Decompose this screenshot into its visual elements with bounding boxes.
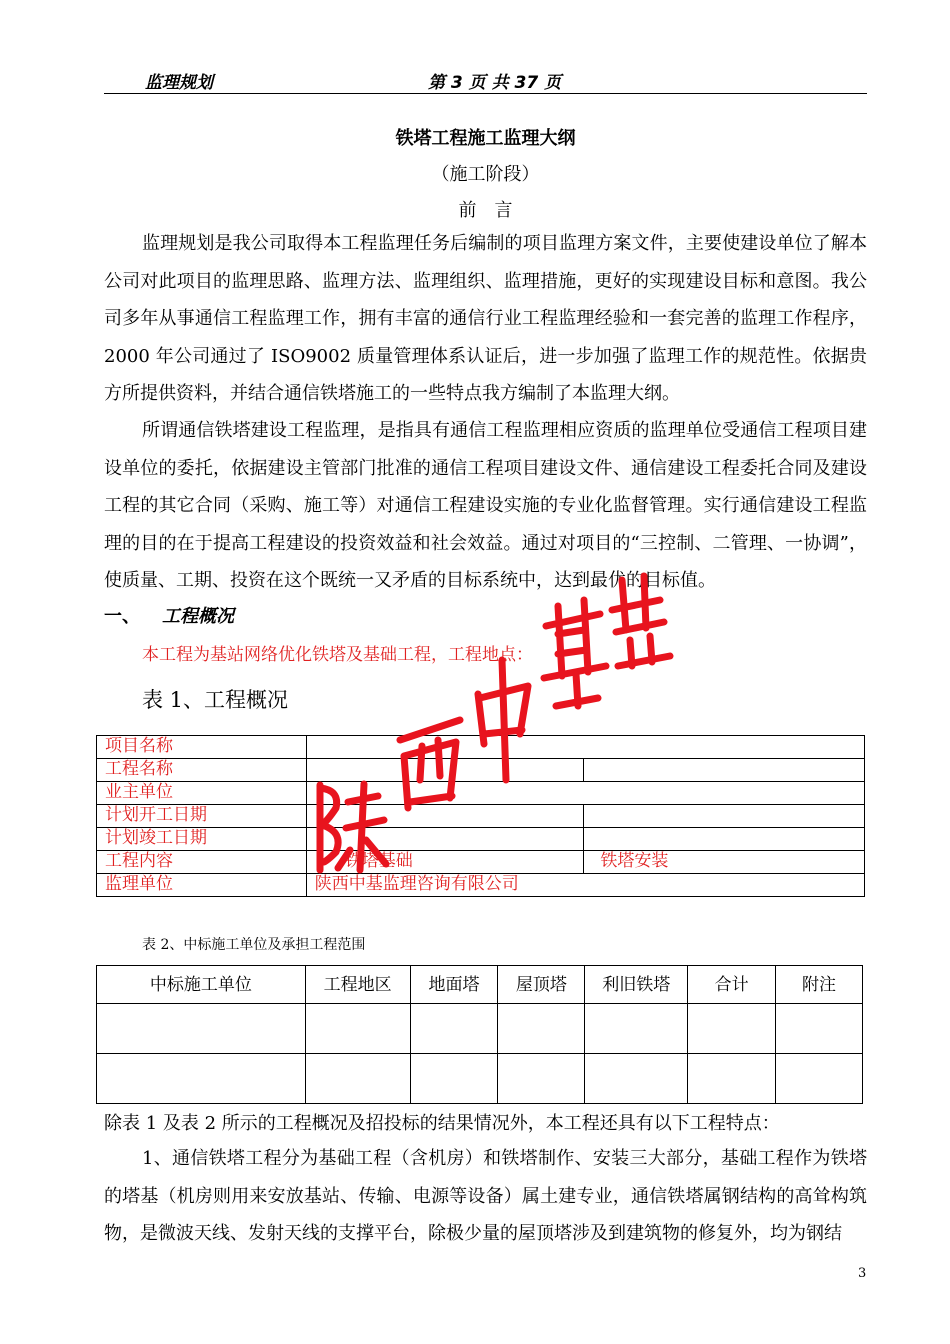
table-row	[97, 851, 865, 874]
section-title: 工程概况	[162, 606, 234, 627]
page-number: 3	[858, 1266, 867, 1281]
header-rule	[104, 93, 867, 94]
table-header: 地面塔	[410, 966, 498, 1004]
table-cell-label: 工程内容	[97, 851, 307, 874]
table-cell	[585, 1054, 688, 1104]
project-overview-table	[96, 735, 865, 897]
table-row	[97, 1004, 863, 1054]
table-cell	[410, 1054, 498, 1104]
table-cell	[776, 1054, 863, 1104]
table-cell	[688, 1004, 776, 1054]
table-header: 合计	[688, 966, 776, 1004]
table-cell	[585, 1004, 688, 1054]
paragraph-1: 监理规划是我公司取得本工程监理任务后编制的项目监理方案文件，主要使建设单位了解本公司对此项目的监理思路、监理方法、监理组织、监理措施，更好的实现建设目标和意图。我公司多年从事通信工程监理工作，拥有丰富的通信行业工程监理经验和一套完善的监理工作程序，2000 年公司通过了 ISO9002 质量管理体系认证后，进一步加强了监理工作的规范性。依据贵方所提供资料，并结合通信铁塔施工的一些特点我方编制了本监理大纲。	[104, 233, 867, 404]
table-cell	[584, 828, 865, 851]
table-row	[97, 1054, 863, 1104]
table-cell-value: 铁塔安装	[584, 851, 865, 874]
table-cell	[305, 1004, 410, 1054]
table-header: 附注	[776, 966, 863, 1004]
after-table-text: 除表 1 及表 2 所示的工程概况及招投标的结果情况外，本工程还具有以下工程特点：	[104, 1113, 780, 1134]
table-cell	[584, 759, 865, 782]
header-page-indicator: 第 3 页 共 37 页	[428, 73, 562, 93]
table-row	[97, 805, 865, 828]
project-overview-line: 本工程为基站网络优化铁塔及基础工程，工程地点：	[142, 645, 533, 665]
table-cell	[498, 1054, 585, 1104]
table-cell	[306, 736, 864, 759]
table-row	[97, 874, 865, 897]
table-header-row	[97, 966, 863, 1004]
table-cell-label: 计划竣工日期	[97, 828, 307, 851]
document-subtitle: （施工阶段）	[431, 164, 540, 185]
feature-paragraph-1: 1、通信铁塔工程分为基础工程（含机房）和铁塔制作、安装三大部分，基础工程作为铁塔的塔基（机房则用来安放基站、传输、电源等设备）属土建专业，通信铁塔属钢结构的高耸构筑物，是微波天线、发射天线的支撑平台，除极少量的屋顶塔涉及到建筑物的修复外，均为钢结	[104, 1148, 867, 1244]
table-row	[97, 782, 865, 805]
table-row	[97, 759, 865, 782]
table-header: 中标施工单位	[97, 966, 306, 1004]
preface-heading: 前 言	[458, 200, 513, 221]
table-cell	[306, 782, 864, 805]
table1-caption: 表 1、工程概况	[142, 688, 289, 712]
table-cell	[97, 1054, 306, 1104]
table-cell	[305, 1054, 410, 1104]
table-cell-value: 铁塔基础	[306, 851, 584, 874]
table-header: 工程地区	[305, 966, 410, 1004]
paragraph-2: 所谓通信铁塔建设工程监理，是指具有通信工程监理相应资质的监理单位受通信工程项目建设单位的委托，依据建设主管部门批准的通信工程项目建设文件、通信建设工程委托合同及建设工程的其它合同（采购、施工等）对通信工程建设实施的专业化监督管理。实行通信建设工程监理的目的在于提高工程建设的投资效益和社会效益。通过对项目的“三控制、二管理、一协调”，使质量、工期、投资在这个既统一又矛盾的目标系统中，达到最优的目标值。	[104, 420, 867, 591]
section-number: 一、	[104, 606, 140, 627]
document-title: 铁塔工程施工监理大纲	[395, 128, 576, 149]
table-row	[97, 828, 865, 851]
table2-caption: 表 2、中标施工单位及承担工程范围	[142, 937, 366, 953]
table-cell-label: 工程名称	[97, 759, 307, 782]
table-cell-label: 监理单位	[97, 874, 307, 897]
table-cell-value: 陕西中基监理咨询有限公司	[306, 874, 864, 897]
table-cell	[306, 759, 584, 782]
table-cell	[584, 805, 865, 828]
table-cell	[97, 1004, 306, 1054]
table-row	[97, 736, 865, 759]
table-cell-label: 业主单位	[97, 782, 307, 805]
contractor-scope-table	[96, 965, 863, 1104]
header-doc-title: 监理规划	[145, 73, 213, 93]
table-cell	[688, 1054, 776, 1104]
table-cell	[776, 1004, 863, 1054]
table-cell	[498, 1004, 585, 1054]
table-cell	[306, 828, 584, 851]
table-cell	[306, 805, 584, 828]
table-cell-label: 计划开工日期	[97, 805, 307, 828]
table-header: 屋顶塔	[498, 966, 585, 1004]
table-cell	[410, 1004, 498, 1054]
table-header: 利旧铁塔	[585, 966, 688, 1004]
table-cell-label: 项目名称	[97, 736, 307, 759]
